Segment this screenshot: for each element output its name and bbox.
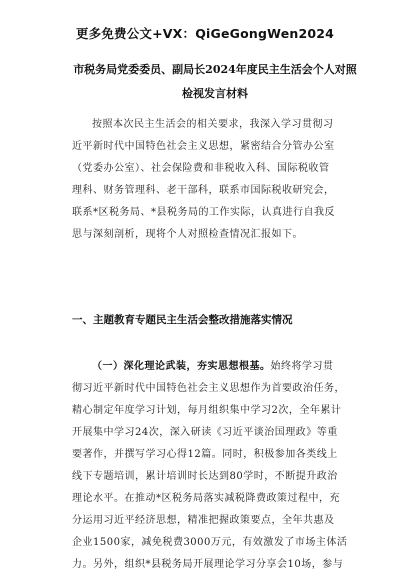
section-heading: 一、主题教育专题民主生活会整改措施落实情况 <box>72 314 293 326</box>
subsection-line: 企业1500家，减免税费3000万元，有效激发了市场主体活 <box>72 537 348 548</box>
subsection-line: 要著作，并撰写学习心得12篇。同时，积极参加各类线上 <box>72 449 338 460</box>
title-line-2: 检视发言材料 <box>182 87 248 100</box>
subsection-line: 彻习近平新时代中国特色社会主义思想作为首要政治任务， <box>72 383 345 394</box>
intro-line: 理科、财务管理科、老干部科，联系市国际税收研究会， <box>72 185 335 196</box>
subsection-line: 分运用习近平经济思想，精准把握政策要点，全年共惠及 <box>72 515 335 526</box>
intro-line: 按照本次民主生活会的相关要求，我深入学习贯彻习 <box>92 119 334 130</box>
intro-paragraph <box>72 114 358 246</box>
intro-line: 联系*区税务局、*县税务局的工作实际，认真进行自我反 <box>72 207 335 218</box>
document-title <box>70 58 360 106</box>
subsection-line: 线下专题培训，累计培训时长达到80学时，不断提升政治 <box>72 471 338 482</box>
subsection-first-rest: 始终将学习贯 <box>270 361 334 372</box>
intro-line: 思与深刻剖析，现将个人对照检查情况汇报如下。 <box>72 229 303 240</box>
subsection-paragraph <box>72 356 358 576</box>
subsection-label: （一）深化理论武装，夯实思想根基。 <box>92 361 271 372</box>
subsection-line: 开展集中学习24次，深入研读《习近平谈治国理政》等重 <box>72 427 338 438</box>
subsection-first-line <box>72 356 358 378</box>
title-line-1: 市税务局党委委员、副局长2024年度民主生活会个人对照 <box>73 63 357 76</box>
subsection-line: 力。另外，组织*县税务局开展理论学习分享会10场，参与 <box>72 559 344 570</box>
promo-banner: 更多免费公文+VX：QiGeGongWen2024 <box>75 26 335 41</box>
intro-line: 近平新时代中国特色社会主义思想，紧密结合分管办公室 <box>72 141 335 152</box>
subsection-line: 精心制定年度学习计划，每月组织集中学习2次，全年累计 <box>72 405 342 416</box>
subsection-line: 理论水平。在推动*区税务局落实减税降费政策过程中，充 <box>72 493 340 504</box>
intro-line: （党委办公室）、社会保险费和非税收入科、国际税收管 <box>72 163 330 174</box>
